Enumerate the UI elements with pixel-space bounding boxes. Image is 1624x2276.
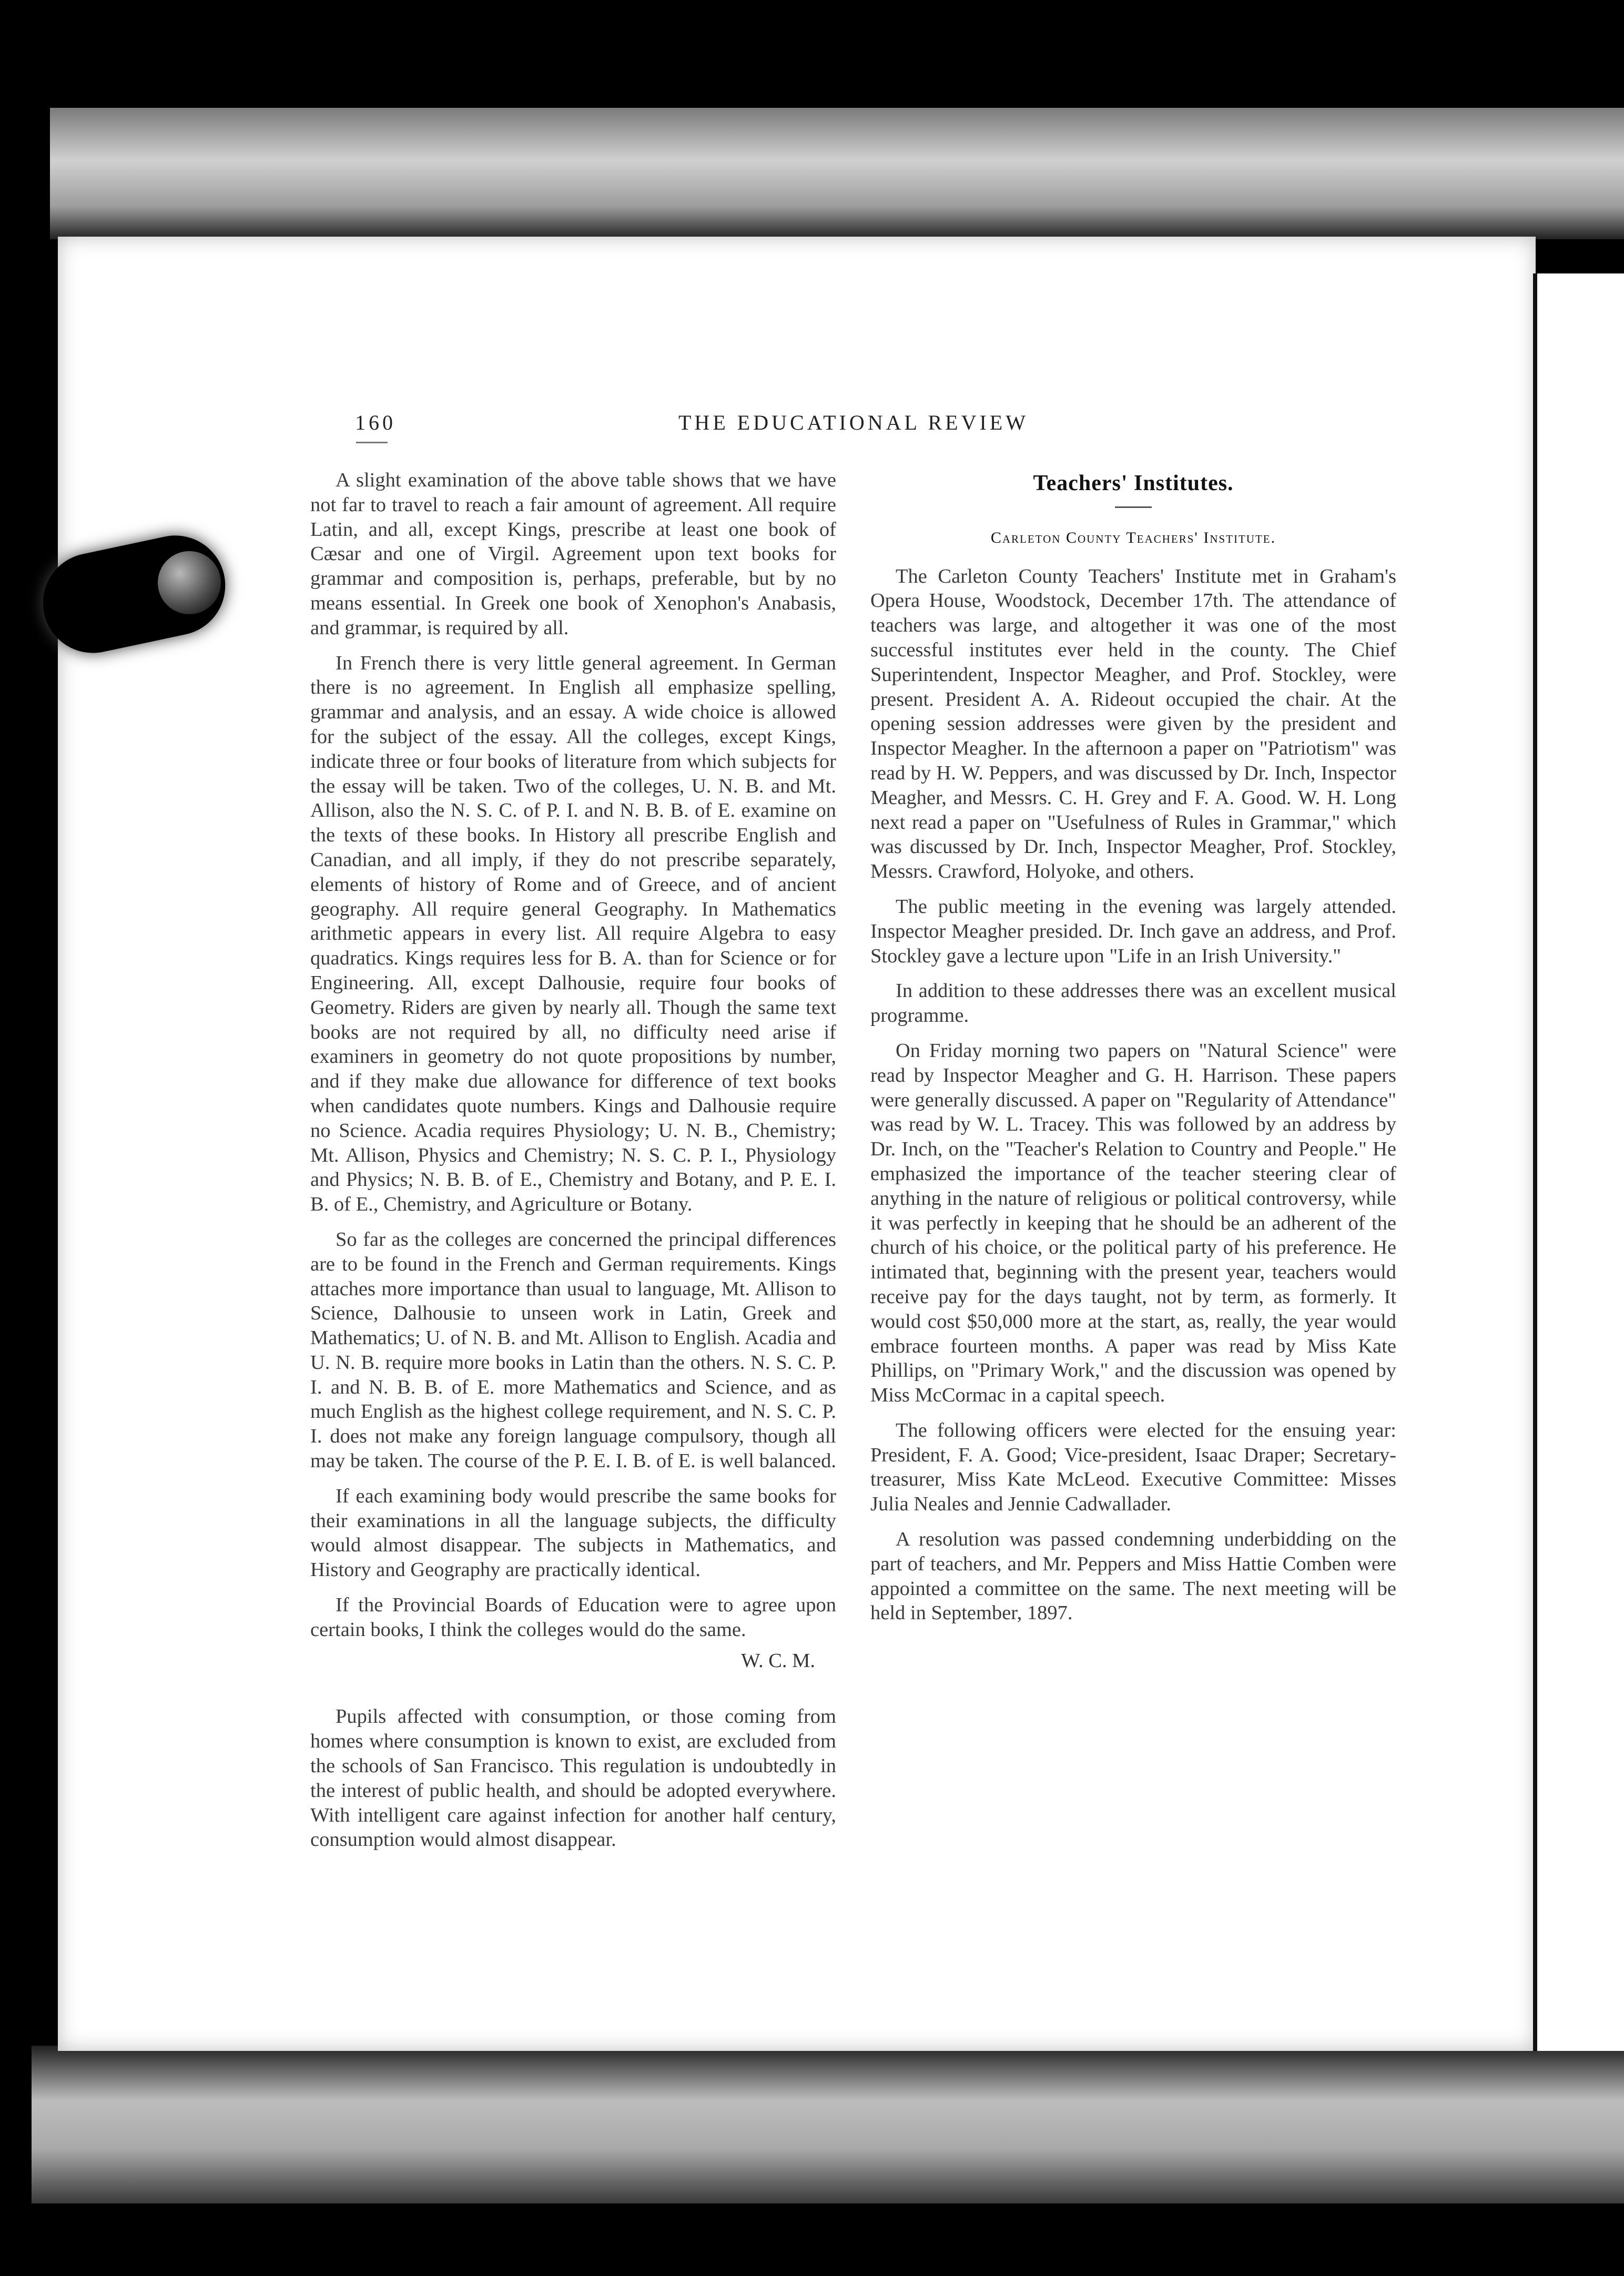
right-paragraph: The Carleton County Teachers' Institute met in Graham's Opera House, Woodstock, December 17th. The attendance of teachers was large, and altogether it was one of the most successful institutes ever held in the county. The Chief Superintendent, Inspector Meagher, and Prof. Stockley, were present. President A. A. Rideout occupied the chair. At the opening session addresses were given by the president and Inspector Meagher. In the afternoon a paper on "Patriotism" was read by H. W. Peppers, and was discussed by Dr. Inch, Inspector Meagher, and Messrs. C. H. Grey and F. A. Good. W. H. Long next read a paper on "Usefulness of Rules in Grammar," which was discussed by Dr. Inch, Inspector Meagher, Prof. Stockley, Messrs. Crawford, Holyoke, and others. [870,565,1396,883]
right-paragraph: The public meeting in the evening was largely attended. Inspector Meagher presided. Dr. Inch gave an address, and Prof. Stockley gave a lecture upon "Life in an Irish University." [870,895,1396,967]
author-signoff: W. C. M. [741,1649,815,1672]
page-number-rule [356,442,388,443]
left-paragraph: So far as the colleges are concerned the principal differences are to be found in the French and German requirements. Kings attaches more importance than usual to language, Mt. Allison to Science, Dalhousie to unseen work in Latin, Greek and Mathematics; U. of N. B. and Mt. Allison to English. Acadia and U. N. B. require more books in Latin than the others. N. S. C. P. I. and N. B. B. of E. more Mathematics and Science, and as much English as the highest college requirement, and N. S. C. P. I. does not make any foreign language compulsory, though all may be taken. The course of the P. E. I. B. of E. is well balanced. [310,1228,837,1472]
scan-border-top [50,108,1624,239]
right-column [870,468,1396,1636]
scanner-pin-tip [158,551,221,614]
left-column [310,468,836,1863]
section-title: Teachers' Institutes. [1033,471,1234,495]
title-rule [1115,506,1152,508]
page-number: 160 [355,411,396,434]
right-paragraph: The following officers were elected for the ensuing year: President, F. A. Good; Vice-president, Isaac Draper; Secretary-treasurer, Miss Kate McLeod. Executive Committee: Misses Julia Neales and Jennie Cadwallader. [870,1419,1396,1516]
adjacent-page-edge [1533,273,1624,2051]
left-paragraph: In French there is very little general agreement. In German there is no agreement. In English all emphasize spelling, grammar and analysis, and an essay. A wide choice is allowed for the subject of the essay. All the colleges, except Kings, indicate three or four books of literature from which subjects for the essay will be taken. Two of the colleges, U. N. B. and Mt. Allison, also the N. S. C. of P. I. and N. B. B. of E. examine on the texts of these books. In History all prescribe English and Canadian, and all imply, if they do not prescribe separately, elements of history of Rome and of Greece, and of ancient geography. All require general Geography. In Mathematics arithmetic appears in every list. All require Algebra to easy quadratics. Kings requires less for B. A. than for Science or for Engineering. All, except Dalhousie, require four books of Geometry. Riders are given by nearly all. Though the same text books are not required by all, no difficulty need arise if examiners in geometry do not quote propositions by number, and if they make due allowance for difference of text books when candidates quote numbers. Kings and Dalhousie require no Science. Acadia requires Physiology; U. N. B., Chemistry; Mt. Allison, Physics and Chemistry; N. S. C. P. I., Physiology and Physics; N. B. B. of E., Chemistry and Botany, and P. E. I. B. of E., Chemistry, and Agriculture or Botany. [310,652,836,1216]
left-paragraph: A slight examination of the above table shows that we have not far to travel to reach a fair amount of agreement. All require Latin, and all, except Kings, prescribe at least one book of Cæsar and one of Virgil. Agreement upon text books for grammar and composition is, perhaps, preferable, but by no means essential. In Greek one book of Xenophon's Anabasis, and grammar, is required by all. [310,469,836,639]
left-paragraph: If each examining body would prescribe the same books for their examinations in all the language subjects, the difficulty would almost disappear. The subjects in Mathematics, and History and Geography are practically identical. [310,1485,836,1581]
right-paragraph: In addition to these addresses there was an excellent musical programme. [870,980,1396,1027]
running-title: THE EDUCATIONAL REVIEW [678,411,1029,434]
right-paragraph: On Friday morning two papers on "Natural Science" were read by Inspector Meagher and G. H. Harrison. These papers were generally discussed. A paper on "Regularity of Attendance" was read by W. L. Tracey. This was followed by an address by Dr. Inch, on the "Teacher's Relation to Country and People." He emphasized the importance of the teacher steering clear of anything in the nature of religious or political controversy, while it was perfectly in keeping that he should be an adherent of the church of his choice, or the political party of his preference. He intimated that, beginning with the present year, teachers would receive pay for the days taught, not by term, as formerly. It would cost $50,000 more at the start, as, really, the year would embrace fourteen months. A paper was read by Miss Kate Phillips, on "Primary Work," and the discussion was opened by Miss McCormac in a capital speech. [870,1039,1396,1407]
right-paragraph: A resolution was passed condemning underbidding on the part of teachers, and Mr. Peppers and Miss Hattie Comben were appointed a committee on the same. The next meeting will be held in September, 1897. [870,1528,1396,1624]
scan-border-bottom [32,2046,1624,2203]
consumption-paragraph: Pupils affected with consumption, or those coming from homes where consumption is known to exist, are excluded from the schools of San Francisco. This regulation is undoubtedly in the interest of public health, and should be adopted everywhere. With intelligent care against infection for another half century, consumption would almost disappear. [310,1705,836,1851]
page-header [355,410,1407,447]
section-subtitle: Carleton County Teachers' Institute. [990,529,1276,546]
left-paragraph: If the Provincial Boards of Education were to agree upon certain books, I think the colleges would do the same. [310,1594,836,1641]
